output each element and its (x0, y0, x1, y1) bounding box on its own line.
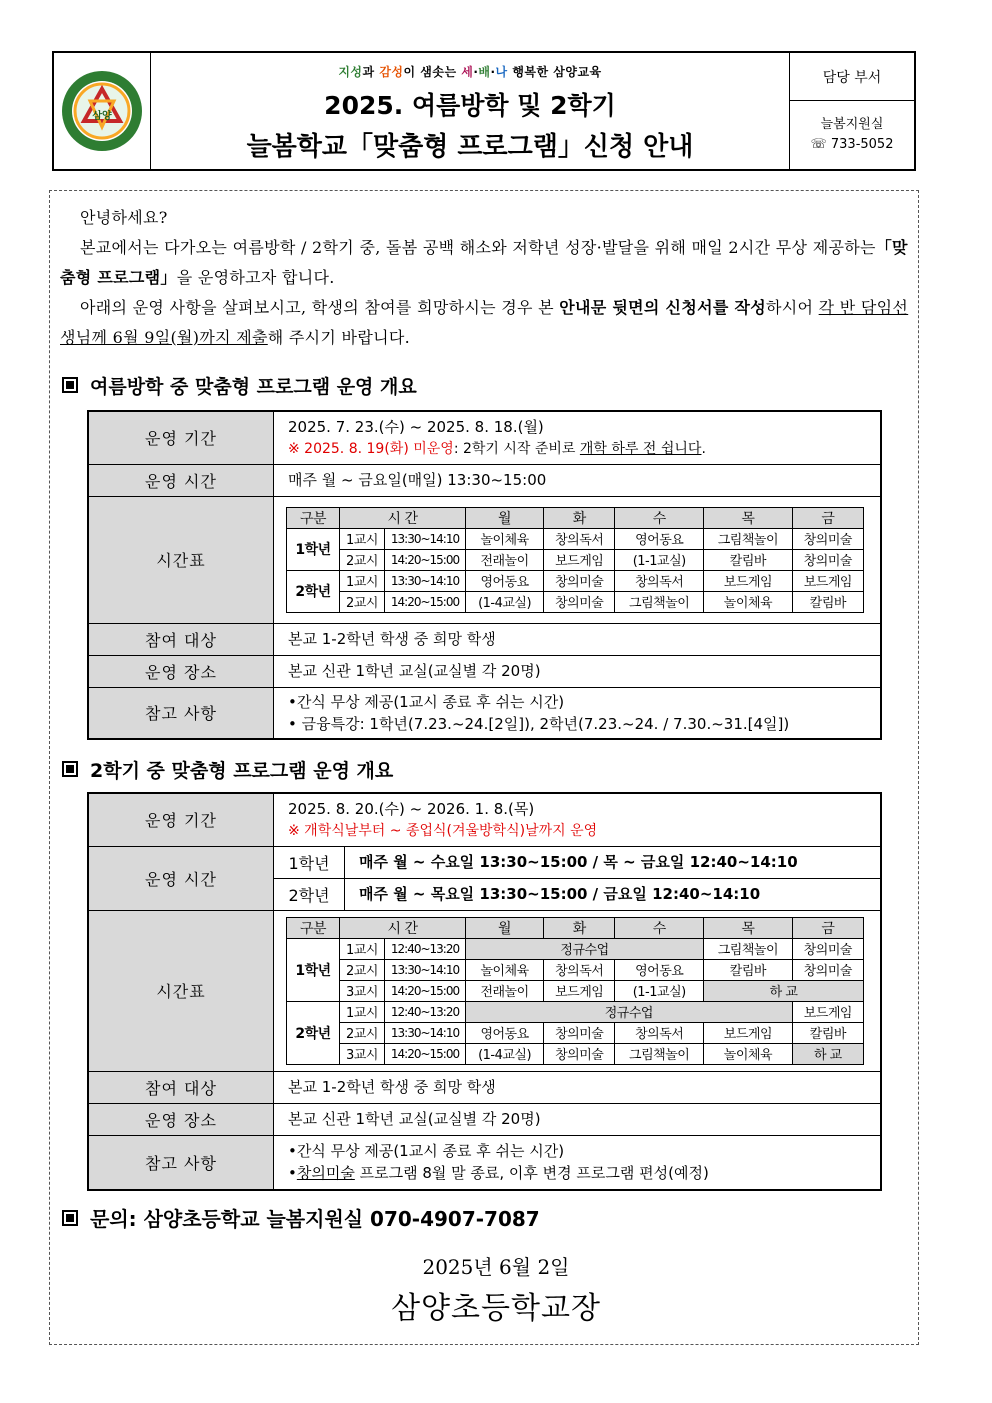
time-cell: 14:20~15:00 (385, 1043, 466, 1064)
program-cell: 영어동요 (466, 570, 544, 591)
period-cell: 1교시 (340, 570, 385, 591)
intro-text-run: 하시어 (765, 298, 814, 317)
program-cell: 놀이체육 (466, 528, 544, 549)
timetable-header: 화 (544, 917, 615, 938)
intro-text-run: 해 주시기 바랍니다. (267, 328, 410, 347)
document-title-line1: 2025. 여름방학 및 2학기 (324, 91, 616, 120)
program-cell: (1-4교실) (466, 1043, 544, 1064)
school-logo-emblem (60, 69, 144, 153)
document-header (52, 51, 916, 171)
summer-place-label: 운영 장소 (88, 655, 274, 687)
summer-time-value: 매주 월 ~ 금요일(매일) 13:30~15:00 (274, 464, 882, 496)
fall-period-label: 운영 기간 (88, 793, 274, 846)
intro-text-run: 을 운영하고자 합니다. (176, 268, 335, 287)
header-title-block (151, 53, 789, 169)
fall-time-grade1: 1학년 (274, 846, 345, 878)
fall-schedule-cell (274, 910, 882, 1071)
intro-text-run: 본교에서는 다가오는 여름방학 / 2학기 중, 돌봄 공백 해소와 저학년 성장·발달을 위해 매일 2시간 무상 제공하는 (80, 238, 876, 257)
summer-period-note-text: : 2학기 시작 준비로 (453, 440, 580, 457)
department-phone: ☏ 733-5052 (810, 137, 894, 152)
timetable-header: 월 (466, 507, 544, 528)
period-cell: 1교시 (340, 938, 385, 959)
document-date: 2025년 6월 2일 (422, 1255, 570, 1279)
document-title-line2: 늘봄학교「맞춤형 프로그램」신청 안내 (246, 132, 694, 162)
summer-period-note-red: ※ 2025. 8. 19(화) 미운영 (288, 440, 454, 457)
timetable-header: 수 (615, 507, 704, 528)
period-cell: 2교시 (340, 959, 385, 980)
greeting: 안녕하세요? (80, 208, 168, 227)
period-cell: 3교시 (340, 980, 385, 1001)
program-cell: 창의미술 (544, 1022, 615, 1043)
program-cell: 영어동요 (615, 959, 704, 980)
intro-paragraph-2 (60, 293, 910, 353)
fall-place-label: 운영 장소 (88, 1103, 274, 1135)
grade-cell: 1학년 (287, 938, 340, 1001)
program-cell: 그림책놀이 (704, 938, 793, 959)
fall-time-grade2: 2학년 (274, 878, 345, 910)
time-cell: 13:30~14:10 (385, 570, 466, 591)
grade-cell: 1학년 (287, 528, 340, 570)
summer-period-note-end: . (701, 440, 706, 457)
motto-part: 나 (495, 65, 508, 79)
time-cell: 14:20~15:00 (385, 549, 466, 570)
program-cell: 칼림바 (704, 549, 793, 570)
square-bullet-icon (62, 1210, 78, 1226)
program-cell: 창의미술 (544, 591, 615, 612)
fall-section-title-text: 2학기 중 맞춤형 프로그램 운영 개요 (90, 760, 394, 782)
program-cell: 보드게임 (544, 549, 615, 570)
timetable-header: 시 간 (340, 507, 466, 528)
inquiry-line (62, 1203, 540, 1232)
program-cell: 영어동요 (466, 1022, 544, 1043)
principal-signature: 삼양초등학교장 (391, 1291, 601, 1326)
school-motto (151, 63, 789, 80)
department-block (789, 53, 914, 169)
department-name: 늘봄지원실 (820, 117, 884, 132)
fall-note-label: 참고 사항 (88, 1135, 274, 1190)
fall-time-grade1-value: 매주 월 ~ 수요일 13:30~15:00 / 목 ~ 금요일 12:40~14:10 (345, 846, 882, 878)
grade-cell: 2학년 (287, 1001, 340, 1064)
program-cell: 놀이체육 (466, 959, 544, 980)
summer-period-label: 운영 기간 (88, 411, 274, 464)
dismissal-cell: 하 교 (704, 980, 864, 1001)
intro-text-run: 아래의 운영 사항을 살펴보시고, 학생의 참여를 희망하시는 경우 본 (80, 298, 554, 317)
summer-timetable (286, 507, 864, 613)
program-cell: 보드게임 (704, 570, 793, 591)
period-cell: 2교시 (340, 591, 385, 612)
fall-place-value: 본교 신관 1학년 교실(교실별 각 20명) (274, 1103, 882, 1135)
fall-overview-table (87, 792, 882, 1191)
summer-period-note (288, 438, 866, 460)
deadline-underlined: 각 반 담임선생님께 6월 9일(월)까지 제출 (60, 298, 909, 347)
summer-section-title-text: 여름방학 중 맞춤형 프로그램 운영 개요 (90, 376, 417, 398)
timetable-header: 시 간 (340, 917, 466, 938)
motto-part: 이 샘솟는 (403, 65, 462, 79)
summer-period-value: 2025. 7. 23.(수) ~ 2025. 8. 18.(월) (288, 417, 544, 436)
fall-timetable (286, 917, 864, 1065)
program-cell: 칼림바 (792, 591, 863, 612)
summer-schedule-cell (274, 496, 882, 623)
motto-part: 과 (362, 65, 380, 79)
fall-time-grade2-value: 매주 월 ~ 목요일 13:30~15:00 / 금요일 12:40~14:10 (345, 878, 882, 910)
inquiry-text: 문의: 삼양초등학교 늘봄지원실 070-4907-7087 (90, 1207, 540, 1231)
program-cell: 칼림바 (792, 1022, 863, 1043)
fall-note-1: •간식 무상 제공(1교시 종료 후 쉬는 시간) (288, 1142, 565, 1161)
timetable-header: 금 (792, 507, 863, 528)
program-name-bold: 「맞춤형 프로그램」 (60, 238, 908, 287)
fall-note-2-bullet: • (288, 1164, 297, 1183)
summer-note-2: • 금융특강: 1학년(7.23.~24.[2일]), 2학년(7.23.~24. / 7.30.~31.[4일]) (288, 714, 790, 733)
program-cell: 그림책놀이 (615, 591, 704, 612)
intro-text (60, 203, 910, 353)
fall-target-label: 참여 대상 (88, 1071, 274, 1103)
fall-note-2-underline: 창의미술 (296, 1164, 355, 1183)
program-cell: 전래놀이 (466, 980, 544, 1001)
summer-time-label: 운영 시간 (88, 464, 274, 496)
motto-part: 배 (478, 65, 491, 79)
motto-part: 행복한 삼양교육 (507, 65, 602, 79)
summer-target-value: 본교 1-2학년 학생 중 희망 학생 (274, 623, 882, 655)
fall-note-cell (274, 1135, 882, 1190)
summer-place-value: 본교 신관 1학년 교실(교실별 각 20명) (274, 655, 882, 687)
period-cell: 1교시 (340, 528, 385, 549)
fall-period-note: ※ 개학식날부터 ~ 종업식(겨울방학식)날까지 운영 (288, 822, 598, 839)
program-cell: 놀이체육 (704, 591, 793, 612)
timetable-header: 목 (704, 917, 793, 938)
fall-note-2 (288, 1162, 866, 1184)
department-info (790, 101, 914, 169)
summer-target-label: 참여 대상 (88, 623, 274, 655)
intro-paragraph-1 (60, 233, 910, 293)
time-cell: 13:30~14:10 (385, 959, 466, 980)
motto-part: · (490, 65, 496, 79)
summer-schedule-label: 시간표 (88, 496, 274, 623)
fall-schedule-label: 시간표 (88, 910, 274, 1071)
timetable-header: 금 (792, 917, 863, 938)
timetable-header: 수 (615, 917, 704, 938)
program-cell: 창의독서 (615, 1022, 704, 1043)
period-cell: 2교시 (340, 549, 385, 570)
dismissal-cell: 하 교 (792, 1043, 863, 1064)
program-cell: 창의미술 (792, 549, 863, 570)
department-label: 담당 부서 (790, 53, 914, 101)
motto-part: 감성 (379, 65, 404, 79)
fall-period-value: 2025. 8. 20.(수) ~ 2026. 1. 8.(목) (288, 799, 535, 818)
timetable-header: 목 (704, 507, 793, 528)
timetable-header: 구분 (287, 507, 340, 528)
motto-part: 지성 (338, 65, 363, 79)
program-cell: 칼림바 (704, 959, 793, 980)
summer-note-label: 참고 사항 (88, 687, 274, 739)
time-cell: 12:40~13:20 (385, 938, 466, 959)
program-cell: (1-4교실) (466, 591, 544, 612)
timetable-header: 구분 (287, 917, 340, 938)
time-cell: 14:20~15:00 (385, 980, 466, 1001)
program-cell: (1-1교실) (615, 980, 704, 1001)
time-cell: 12:40~13:20 (385, 1001, 466, 1022)
program-cell: 창의독서 (544, 959, 615, 980)
logo-text: 삼양 (92, 111, 112, 122)
period-cell: 1교시 (340, 1001, 385, 1022)
program-cell: 그림책놀이 (615, 1043, 704, 1064)
period-cell: 2교시 (340, 1022, 385, 1043)
summer-note-cell (274, 687, 882, 739)
fall-section-title (62, 756, 393, 783)
program-cell: 창의미술 (792, 959, 863, 980)
program-cell: (1-1교실) (615, 549, 704, 570)
application-form-bold: 안내문 뒷면의 신청서를 작성 (559, 298, 766, 317)
summer-period-note-underline: 개학 하루 전 쉽니다 (579, 440, 702, 457)
period-cell: 3교시 (340, 1043, 385, 1064)
program-cell: 보드게임 (792, 1001, 863, 1022)
program-cell: 전래놀이 (466, 549, 544, 570)
regular-class-cell: 정규수업 (466, 1001, 793, 1022)
grade-cell: 2학년 (287, 570, 340, 612)
square-bullet-icon (62, 761, 78, 777)
fall-time-label: 운영 시간 (88, 846, 274, 910)
program-cell: 창의미술 (792, 528, 863, 549)
summer-overview-table (87, 410, 882, 740)
program-cell: 창의미술 (544, 1043, 615, 1064)
timetable-header: 화 (544, 507, 615, 528)
fall-period-cell (274, 793, 882, 846)
school-logo-cell (54, 53, 151, 169)
time-cell: 14:20~15:00 (385, 591, 466, 612)
motto-part: 세 (461, 65, 474, 79)
program-cell: 그림책놀이 (704, 528, 793, 549)
timetable-header: 월 (466, 917, 544, 938)
program-cell: 영어동요 (615, 528, 704, 549)
program-cell: 창의미술 (544, 570, 615, 591)
program-cell: 보드게임 (792, 570, 863, 591)
program-cell: 창의미술 (792, 938, 863, 959)
summer-section-title (62, 372, 417, 399)
time-cell: 13:30~14:10 (385, 528, 466, 549)
program-cell: 창의독서 (615, 570, 704, 591)
program-cell: 보드게임 (704, 1022, 793, 1043)
summer-note-1: •간식 무상 제공(1교시 종료 후 쉬는 시간) (288, 692, 565, 711)
regular-class-cell: 정규수업 (466, 938, 704, 959)
program-cell: 놀이체육 (704, 1043, 793, 1064)
fall-target-value: 본교 1-2학년 학생 중 희망 학생 (274, 1071, 882, 1103)
fall-note-2-text: 프로그램 8월 말 종료, 이후 변경 프로그램 편성(예정) (354, 1164, 709, 1183)
motto-part: · (473, 65, 479, 79)
summer-period-cell (274, 411, 882, 464)
square-bullet-icon (62, 377, 78, 393)
time-cell: 13:30~14:10 (385, 1022, 466, 1043)
program-cell: 창의독서 (544, 528, 615, 549)
program-cell: 보드게임 (544, 980, 615, 1001)
